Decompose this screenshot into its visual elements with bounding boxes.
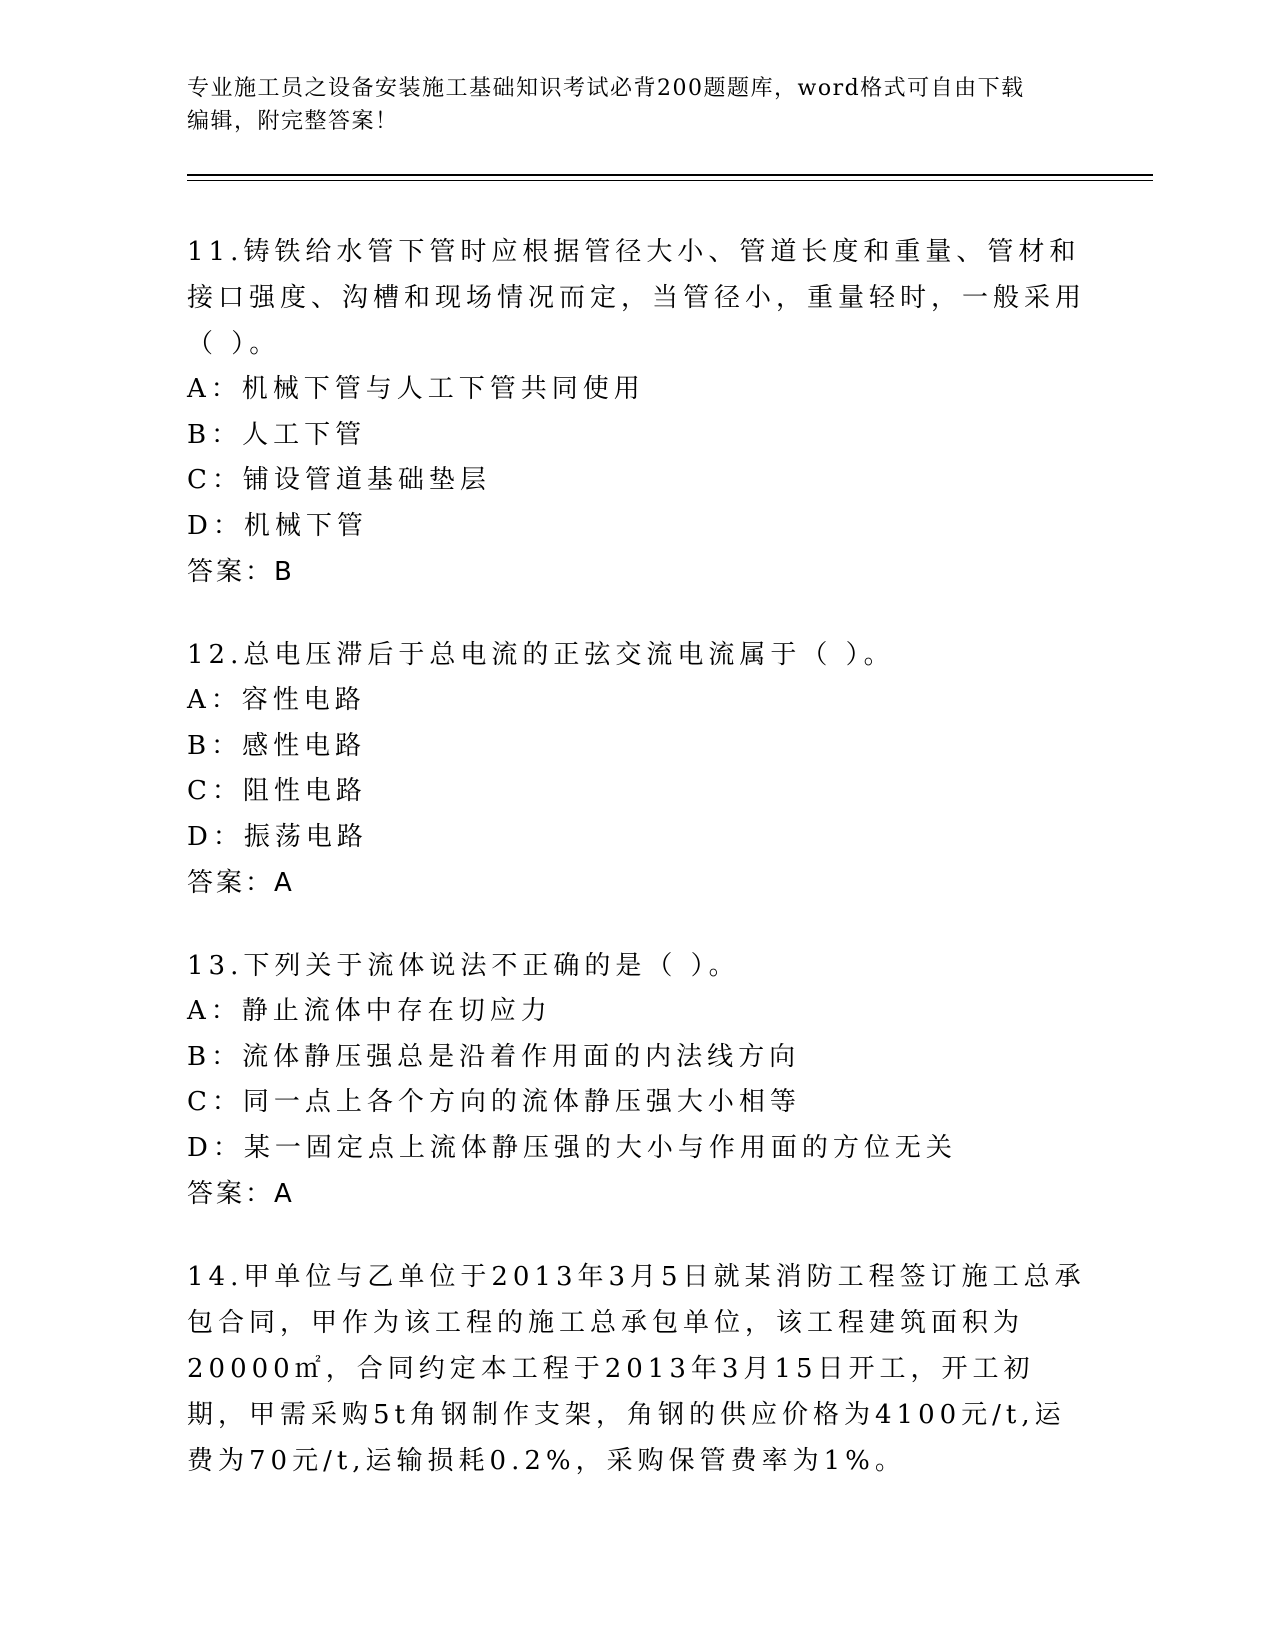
option-c: C：同一点上各个方向的流体静压强大小相等: [187, 1087, 801, 1117]
question-list: [187, 229, 1087, 1521]
question-stem: 13.下列关于流体说法不正确的是（ ）。: [187, 951, 740, 981]
option-b: B：人工下管: [187, 419, 367, 450]
option-a: A：机械下管与人工下管共同使用: [187, 374, 645, 404]
document-header: [187, 72, 1067, 138]
answer: 答案：A: [187, 868, 295, 898]
header-line-2: 编辑，附完整答案！: [187, 109, 399, 134]
option-d: D：振荡电路: [187, 821, 368, 852]
question-14: [187, 1254, 1087, 1484]
option-c: C：铺设管道基础垫层: [187, 465, 491, 495]
option-a: A：容性电路: [187, 685, 366, 715]
header-divider-thin: [187, 180, 1153, 181]
option-d: D：某一固定点上流体静压强的大小与作用面的方位无关: [187, 1132, 957, 1163]
option-c: C：阻性电路: [187, 776, 367, 806]
answer: 答案：A: [187, 1179, 295, 1209]
option-b: B：流体静压强总是沿着作用面的内法线方向: [187, 1041, 801, 1072]
option-b: B：感性电路: [187, 730, 367, 761]
question-13: [187, 943, 1087, 1217]
question-12: [187, 632, 1087, 906]
question-11: [187, 229, 1087, 595]
question-stem: 14.甲单位与乙单位于2013年3月5日就某消防工程签订施工总承包合同，甲作为该工程的施工总承包单位，该工程建筑面积为20000㎡，合同约定本工程于2013年3月15日开工，开工初期，甲需采购5t角钢制作支架，角钢的供应价格为4100元/t,运费为70元/t,运输损耗0.2%，采购保管费率为1%。: [187, 1262, 1086, 1476]
question-stem: 12.总电压滞后于总电流的正弦交流电流属于（ ）。: [187, 640, 895, 670]
option-d: D：机械下管: [187, 510, 368, 541]
answer: 答案：B: [187, 557, 295, 587]
option-a: A：静止流体中存在切应力: [187, 996, 552, 1026]
question-stem: 11.铸铁给水管下管时应根据管径大小、管道长度和重量、管材和接口强度、沟槽和现场情况而定，当管径小，重量轻时，一般采用（ ）。: [187, 237, 1087, 359]
header-divider: [187, 174, 1153, 176]
header-line-1: 专业施工员之设备安装施工基础知识考试必背200题题库，word格式可自由下载: [187, 76, 1025, 101]
